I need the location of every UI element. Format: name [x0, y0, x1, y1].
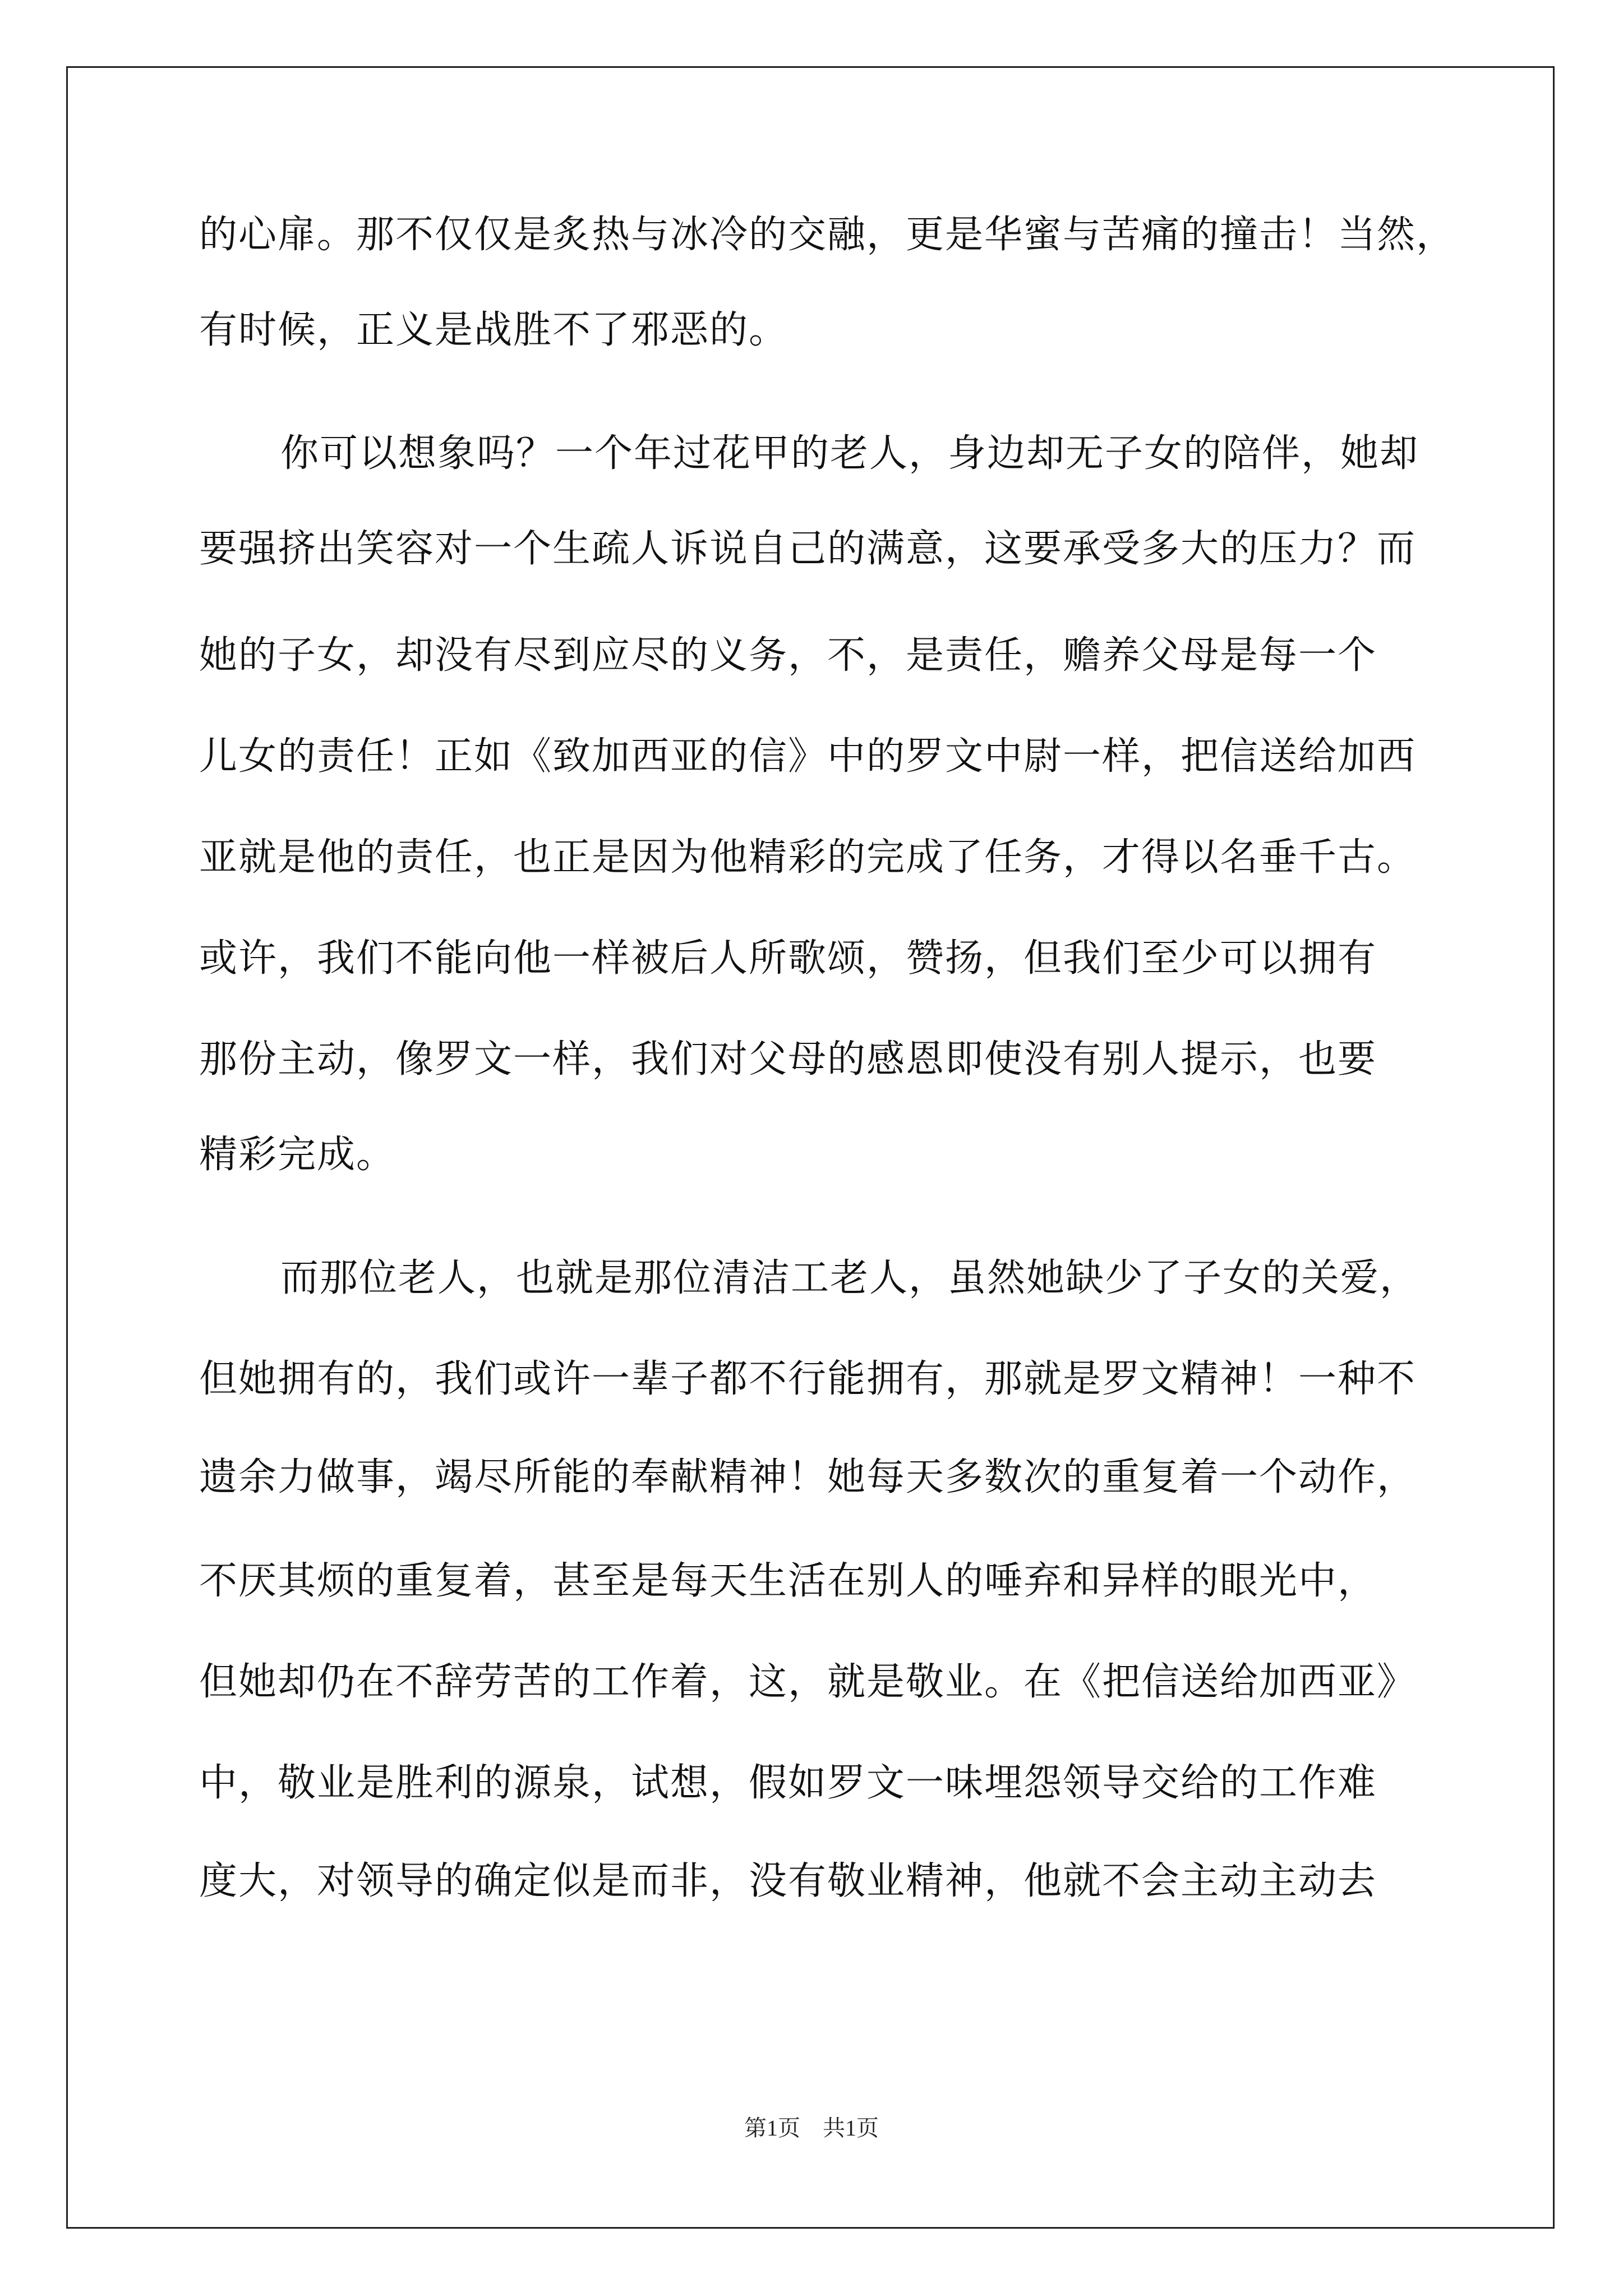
text-line: 的心扉。那不仅仅是炙热与冰冷的交融，更是华蜜与苦痛的撞击！当然，: [199, 213, 1456, 257]
text-line: 她的子女，却没有尽到应尽的义务，不，是责任，赡养父母是每一个: [199, 633, 1377, 678]
text-line: 但她却仍在不辞劳苦的工作着，这，就是敬业。在《把信送给加西亚》: [199, 1660, 1417, 1704]
text-line: 不厌其烦的重复着，甚至是每天生活在别人的唾弃和异样的眼光中，: [199, 1559, 1377, 1603]
text-line: 你可以想象吗？一个年过花甲的老人，身边却无子女的陪伴，她却: [280, 431, 1419, 476]
text-line: 要强挤出笑容对一个生疏人诉说自己的满意，这要承受多大的压力？而: [199, 527, 1417, 571]
text-line: 儿女的责任！正如《致加西亚的信》中的罗文中尉一样，把信送给加西: [199, 734, 1417, 779]
text-line: 遗余力做事，竭尽所能的奉献精神！她每天多数次的重复着一个动作，: [199, 1455, 1417, 1499]
text-line: 但她拥有的，我们或许一辈子都不行能拥有，那就是罗文精神！一种不: [199, 1357, 1417, 1401]
text-line: 亚就是他的责任，也正是因为他精彩的完成了任务，才得以名垂千古。: [199, 835, 1417, 880]
text-line: 有时候，正义是战胜不了邪恶的。: [199, 308, 789, 352]
text-line: 而那位老人，也就是那位清洁工老人，虽然她缺少了子女的关爱，: [280, 1256, 1419, 1300]
text-line: 或许，我们不能向他一样被后人所歌颂，赞扬，但我们至少可以拥有: [199, 936, 1377, 981]
text-line: 中，敬业是胜利的源泉，试想，假如罗文一味埋怨领导交给的工作难: [199, 1761, 1377, 1805]
page-number-footer: 第1页 共1页: [744, 2115, 879, 2141]
text-line: 那份主动，像罗文一样，我们对父母的感恩即使没有别人提示，也要: [199, 1037, 1377, 1082]
text-line: 度大，对领导的确定似是而非，没有敬业精神，他就不会主动主动去: [199, 1859, 1377, 1903]
text-line: 精彩完成。: [199, 1133, 396, 1177]
